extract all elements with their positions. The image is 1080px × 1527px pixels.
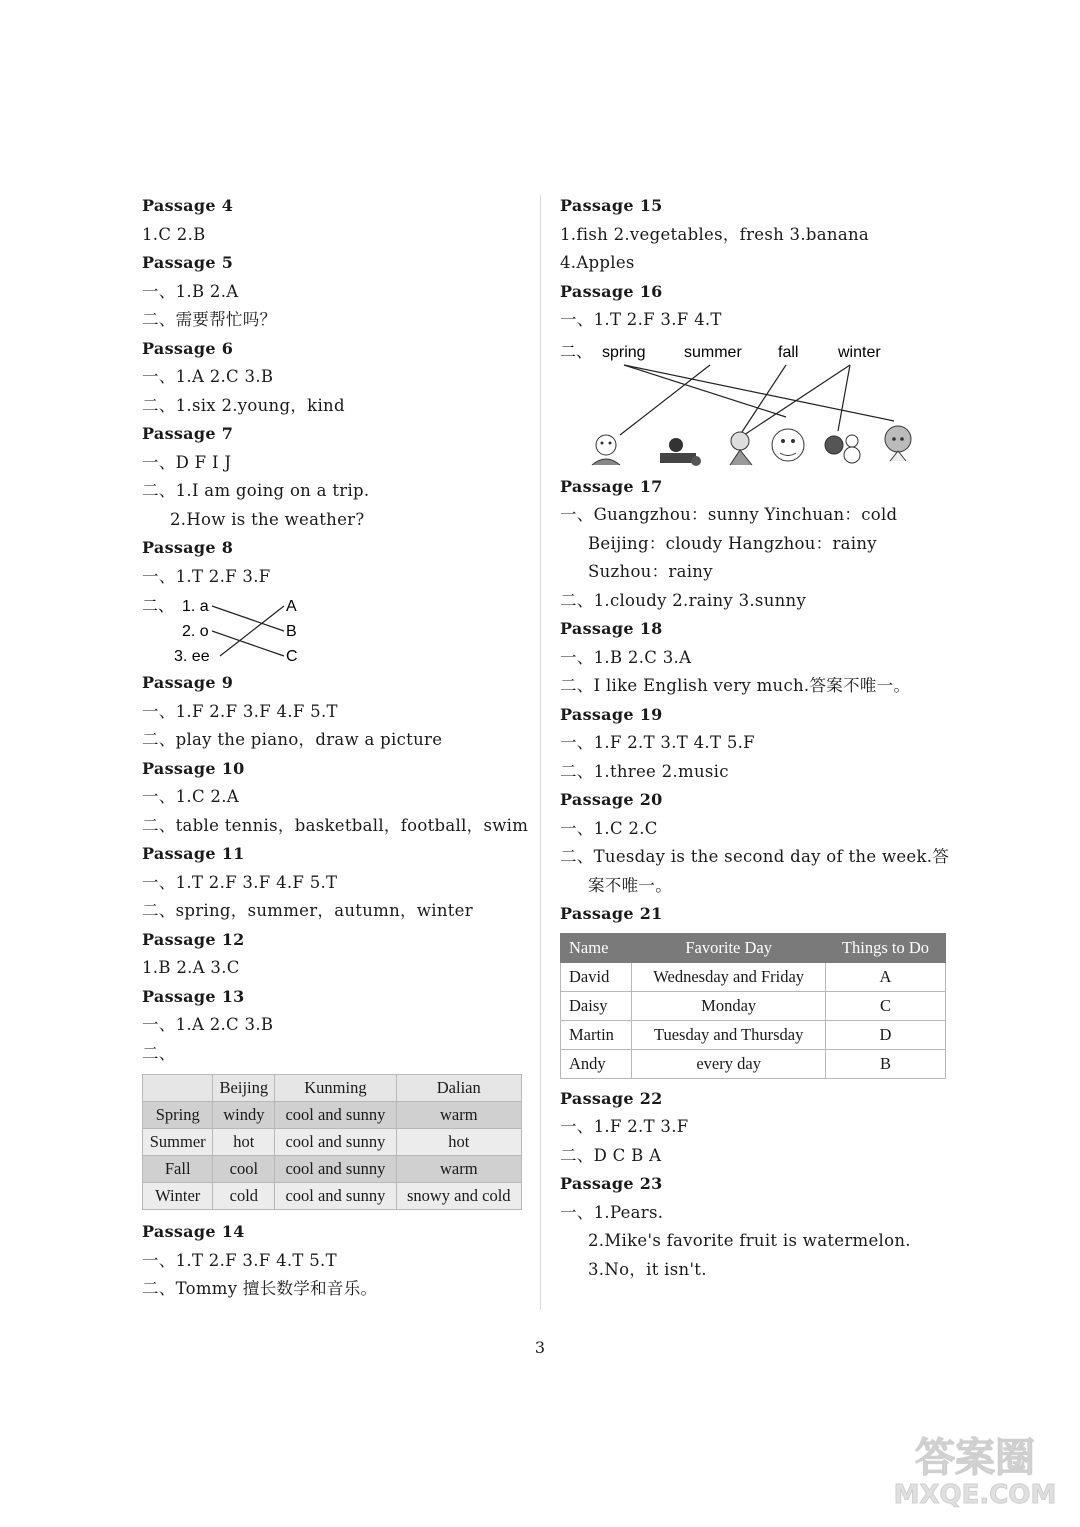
answer-line: 一、1.Pears.: [560, 1202, 664, 1222]
season-matching-diagram: [560, 335, 950, 473]
table-header-row: [561, 933, 946, 962]
table-cell: cool and sunny: [275, 1156, 396, 1183]
season-weather-table: [142, 1074, 522, 1210]
answer-line: 二、需要帮忙吗？: [142, 310, 277, 329]
table-row: [561, 991, 946, 1020]
table-cell: cool and sunny: [275, 1129, 396, 1156]
table-cell: Summer: [143, 1129, 213, 1156]
table-cell: warm: [396, 1102, 521, 1129]
child-figure-summer: [660, 438, 701, 466]
table-cell: cool and sunny: [275, 1183, 396, 1210]
answer-line: 一、1.B 2.C 3.A: [560, 647, 692, 667]
answer-line: 二、1.six 2.young，kind: [142, 395, 345, 415]
passage-title: Passage 21: [560, 904, 663, 923]
answer-line: 二、spring，summer，autumn，winter: [142, 901, 473, 920]
table-cell: every day: [632, 1049, 826, 1078]
table-row: [561, 962, 946, 991]
match-left-item: 2. o: [182, 623, 209, 640]
question-prefix: 二、: [560, 343, 593, 361]
matching-lines-svg: [142, 591, 342, 669]
child-figure-fall: [730, 432, 752, 465]
table-cell: Wednesday and Friday: [632, 962, 826, 991]
passage-title: Passage 20: [560, 790, 663, 809]
answer-line: 二、1.three 2.music: [560, 761, 729, 781]
answer-line: 一、1.A 2.C 3.B: [142, 367, 274, 386]
table-cell: Dalian: [396, 1075, 521, 1102]
table-cell: Kunming: [275, 1075, 396, 1102]
table-row: [143, 1183, 522, 1210]
passage-title: Passage 19: [560, 704, 663, 724]
answer-line: 二、table tennis，basketball，football，swim: [142, 815, 529, 835]
table-cell: windy: [213, 1102, 275, 1129]
answer-line: 一、1.F 2.F 3.F 4.F 5.T: [142, 701, 338, 721]
table-cell: Winter: [143, 1183, 213, 1210]
table-cell: A: [825, 962, 945, 991]
table-cell: snowy and cold: [396, 1183, 521, 1210]
match-right-item: C: [286, 648, 298, 665]
question-prefix: 二、: [142, 598, 175, 615]
table-cell: Monday: [632, 991, 826, 1020]
passage-title: Passage 16: [560, 281, 663, 301]
season-label: summer: [684, 343, 742, 361]
table-cell: B: [825, 1049, 945, 1078]
right-column: [560, 192, 950, 1284]
page-number: 3: [534, 1338, 546, 1357]
answer-line: 一、1.A 2.C 3.B: [142, 1015, 274, 1034]
match-right-item: A: [286, 598, 297, 615]
answer-line: 二、D C B A: [560, 1145, 662, 1165]
passage-title: Passage 4: [142, 196, 234, 215]
answer-line: 1.fish 2.vegetables，fresh 3.banana: [560, 224, 870, 244]
match-right-item: B: [286, 623, 297, 640]
answer-line: 1.B 2.A 3.C: [142, 958, 240, 977]
answer-line: 一、1.T 2.F 3.F: [142, 566, 271, 586]
passage-title: Passage 6: [142, 338, 234, 358]
table-header-row: [143, 1075, 522, 1102]
season-match-svg: [560, 335, 940, 473]
passage-title: Passage 8: [142, 538, 234, 557]
match-line: [220, 606, 284, 656]
table-cell: hot: [213, 1129, 275, 1156]
table-cell: David: [561, 962, 632, 991]
watermark-text: 答案圈: [915, 1435, 1035, 1481]
table-row: [561, 1049, 946, 1078]
passage-title: Passage 14: [142, 1222, 245, 1241]
answer-line: 一、1.T 2.F 3.F 4.T: [560, 310, 722, 329]
answer-line: 2.How is the weather?: [170, 509, 365, 529]
answer-line: 二、1.I am going on a trip.: [142, 481, 370, 500]
passage-title: Passage 9: [142, 673, 234, 692]
table-cell: C: [825, 991, 945, 1020]
match-lines: [620, 365, 894, 435]
answer-line: 二、Tuesday is the second day of the week.答: [560, 847, 950, 866]
answer-line: 案不唯一。: [588, 875, 672, 895]
answer-line: Beijing：cloudy Hangzhou：rainy: [588, 533, 877, 553]
table-cell: Spring: [143, 1102, 213, 1129]
passage-title: Passage 13: [142, 986, 245, 1006]
answer-line: 二、Tommy 擅长数学和音乐。: [142, 1279, 378, 1298]
season-label: spring: [602, 343, 646, 361]
answer-line: 一、1.F 2.T 3.F: [560, 1117, 689, 1136]
child-figure-winter: [825, 435, 860, 463]
table-cell: [143, 1075, 213, 1102]
answer-line: 二、play the piano，draw a picture: [142, 730, 443, 749]
snowman-figure: [772, 429, 804, 461]
season-label: fall: [778, 343, 799, 361]
passage-title: Passage 5: [142, 253, 234, 272]
answer-line: 一、1.T 2.F 3.F 4.F 5.T: [142, 872, 338, 892]
answer-line: 一、1.B 2.A: [142, 281, 239, 301]
answer-line: 一、1.C 2.A: [142, 787, 239, 806]
match-left-item: 3. ee: [174, 648, 210, 665]
table-cell: cold: [213, 1183, 275, 1210]
table-cell: D: [825, 1020, 945, 1049]
table-cell: hot: [396, 1129, 521, 1156]
passage-title: Passage 22: [560, 1088, 663, 1108]
answer-line: 一、1.T 2.F 3.F 4.T 5.T: [142, 1250, 337, 1270]
child-figure-girl: [885, 426, 911, 461]
match-line: [212, 606, 284, 631]
passage-title: Passage 15: [560, 196, 663, 215]
column-divider: [540, 195, 541, 1310]
season-label: winter: [838, 343, 881, 361]
passage-title: Passage 17: [560, 476, 663, 496]
watermark-site: MXQE.COM: [893, 1480, 1057, 1509]
table-cell: Andy: [561, 1049, 632, 1078]
answer-line: 3.No，it isn't.: [588, 1259, 707, 1279]
passage-title: Passage 23: [560, 1174, 663, 1193]
favorite-day-table: [560, 933, 946, 1079]
table-row: [143, 1129, 522, 1156]
table-cell: Fall: [143, 1156, 213, 1183]
table-header-cell: Name: [561, 933, 632, 962]
table-cell: Tuesday and Thursday: [632, 1020, 826, 1049]
table-cell: Martin: [561, 1020, 632, 1049]
passage-title: Passage 12: [142, 929, 245, 949]
table-cell: Beijing: [213, 1075, 275, 1102]
answer-line: 二、1.cloudy 2.rainy 3.sunny: [560, 590, 807, 610]
table-row: [143, 1102, 522, 1129]
match-left-item: 1. a: [182, 598, 209, 615]
passage-title: Passage 18: [560, 619, 663, 638]
child-figure-spring: [592, 435, 620, 465]
passage-title: Passage 7: [142, 424, 234, 443]
passage-title: Passage 10: [142, 758, 245, 778]
answer-line: 1.C 2.B: [142, 224, 206, 244]
watermark-logo: [890, 1429, 1060, 1509]
letter-matching-diagram: [142, 591, 527, 669]
answer-line: 一、Guangzhou：sunny Yinchuan：cold: [560, 505, 898, 524]
table-header-cell: Things to Do: [825, 933, 945, 962]
answer-line: 二、: [142, 1043, 176, 1063]
answer-line: Suzhou：rainy: [588, 562, 713, 581]
table-cell: cool and sunny: [275, 1102, 396, 1129]
answer-line: 二、I like English very much.答案不唯一。: [560, 676, 911, 695]
table-cell: warm: [396, 1156, 521, 1183]
table-row: [143, 1156, 522, 1183]
left-column: [142, 192, 527, 1304]
table-cell: Daisy: [561, 991, 632, 1020]
answer-line: 一、D F I J: [142, 452, 232, 472]
answer-line: 一、1.F 2.T 3.T 4.T 5.F: [560, 733, 755, 752]
answer-line: 4.Apples: [560, 253, 635, 272]
table-header-cell: Favorite Day: [632, 933, 826, 962]
answer-line: 一、1.C 2.C: [560, 818, 658, 838]
passage-title: Passage 11: [142, 844, 245, 863]
answer-line: 2.Mike's favorite fruit is watermelon.: [588, 1231, 911, 1250]
table-row: [561, 1020, 946, 1049]
table-cell: cool: [213, 1156, 275, 1183]
